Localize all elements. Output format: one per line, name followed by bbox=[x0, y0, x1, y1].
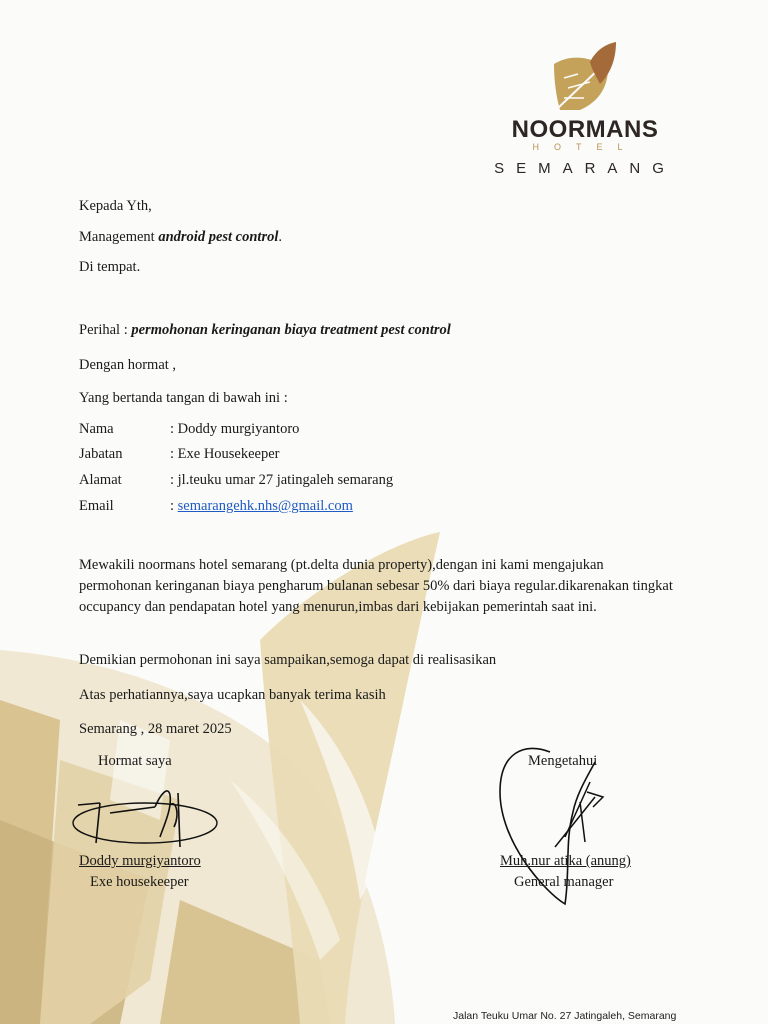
left-signatory-title: Exe housekeeper bbox=[90, 874, 189, 890]
addressee-line-2 bbox=[79, 228, 282, 246]
email-colon: : bbox=[170, 498, 178, 514]
logo-city: SEMARANG bbox=[494, 160, 676, 177]
identity-label-email: Email bbox=[79, 498, 114, 514]
subject-label: Perihal : bbox=[79, 322, 132, 338]
date-line: Semarang , 28 maret 2025 bbox=[79, 721, 232, 737]
intro-text: Yang bertanda tangan di bawah ini : bbox=[79, 390, 288, 406]
identity-value-address: : jl.teuku umar 27 jatingaleh semarang bbox=[170, 472, 394, 488]
body-paragraph-1: Mewakili noormans hotel semarang (pt.delta dunia property),dengan ini kami mengajukan permohonan keringanan biaya pengharum bulanan sebesar 50% dari biaya regular.dikarenakan tingkat occupancy dan pendapatan hotel yang menurun,imbas dari kebijakan pemerintah saat ini. bbox=[79, 557, 673, 615]
identity-label-address: Alamat bbox=[79, 472, 122, 488]
identity-value-name: : Doddy murgiyantoro bbox=[170, 421, 300, 437]
right-signatory-title: General manager bbox=[514, 874, 614, 890]
logo-subtitle: HOTEL bbox=[532, 142, 638, 152]
addressee-company: android pest control bbox=[158, 229, 279, 245]
addressee-suffix: . bbox=[278, 229, 282, 245]
left-signature-scribble bbox=[60, 775, 220, 855]
identity-label-position: Jabatan bbox=[79, 446, 123, 462]
identity-value-position: : Exe Housekeeper bbox=[170, 446, 280, 462]
identity-label-name: Nama bbox=[79, 421, 114, 437]
subject-line bbox=[79, 321, 451, 339]
leaf-logo-icon bbox=[550, 40, 620, 112]
greeting: Dengan hormat , bbox=[79, 357, 177, 373]
addressee-line-3: Di tempat. bbox=[79, 259, 141, 275]
subject-text: permohonan keringanan biaya treatment pest control bbox=[131, 322, 451, 338]
body-paragraph-3: Atas perhatiannya,saya ucapkan banyak terima kasih bbox=[79, 687, 386, 703]
right-signature-heading: Mengetahui bbox=[528, 753, 598, 769]
addressee-prefix: Management bbox=[79, 229, 159, 245]
hotel-logo bbox=[490, 40, 690, 190]
footer-address: Jalan Teuku Umar No. 27 Jatingaleh, Semarang bbox=[453, 1010, 677, 1022]
left-signatory-name: Doddy murgiyantoro bbox=[79, 853, 201, 869]
addressee-line-1: Kepada Yth, bbox=[79, 198, 152, 214]
right-signatory-name: Muh.nur atika (anung) bbox=[500, 853, 631, 869]
body-paragraph-2: Demikian permohonan ini saya sampaikan,semoga dapat di realisasikan bbox=[79, 652, 497, 668]
left-signature-heading: Hormat saya bbox=[98, 753, 172, 769]
identity-value-email bbox=[170, 498, 353, 515]
email-link[interactable]: semarangehk.nhs@gmail.com bbox=[177, 498, 353, 514]
logo-wordmark: NOORMANS bbox=[511, 116, 659, 143]
